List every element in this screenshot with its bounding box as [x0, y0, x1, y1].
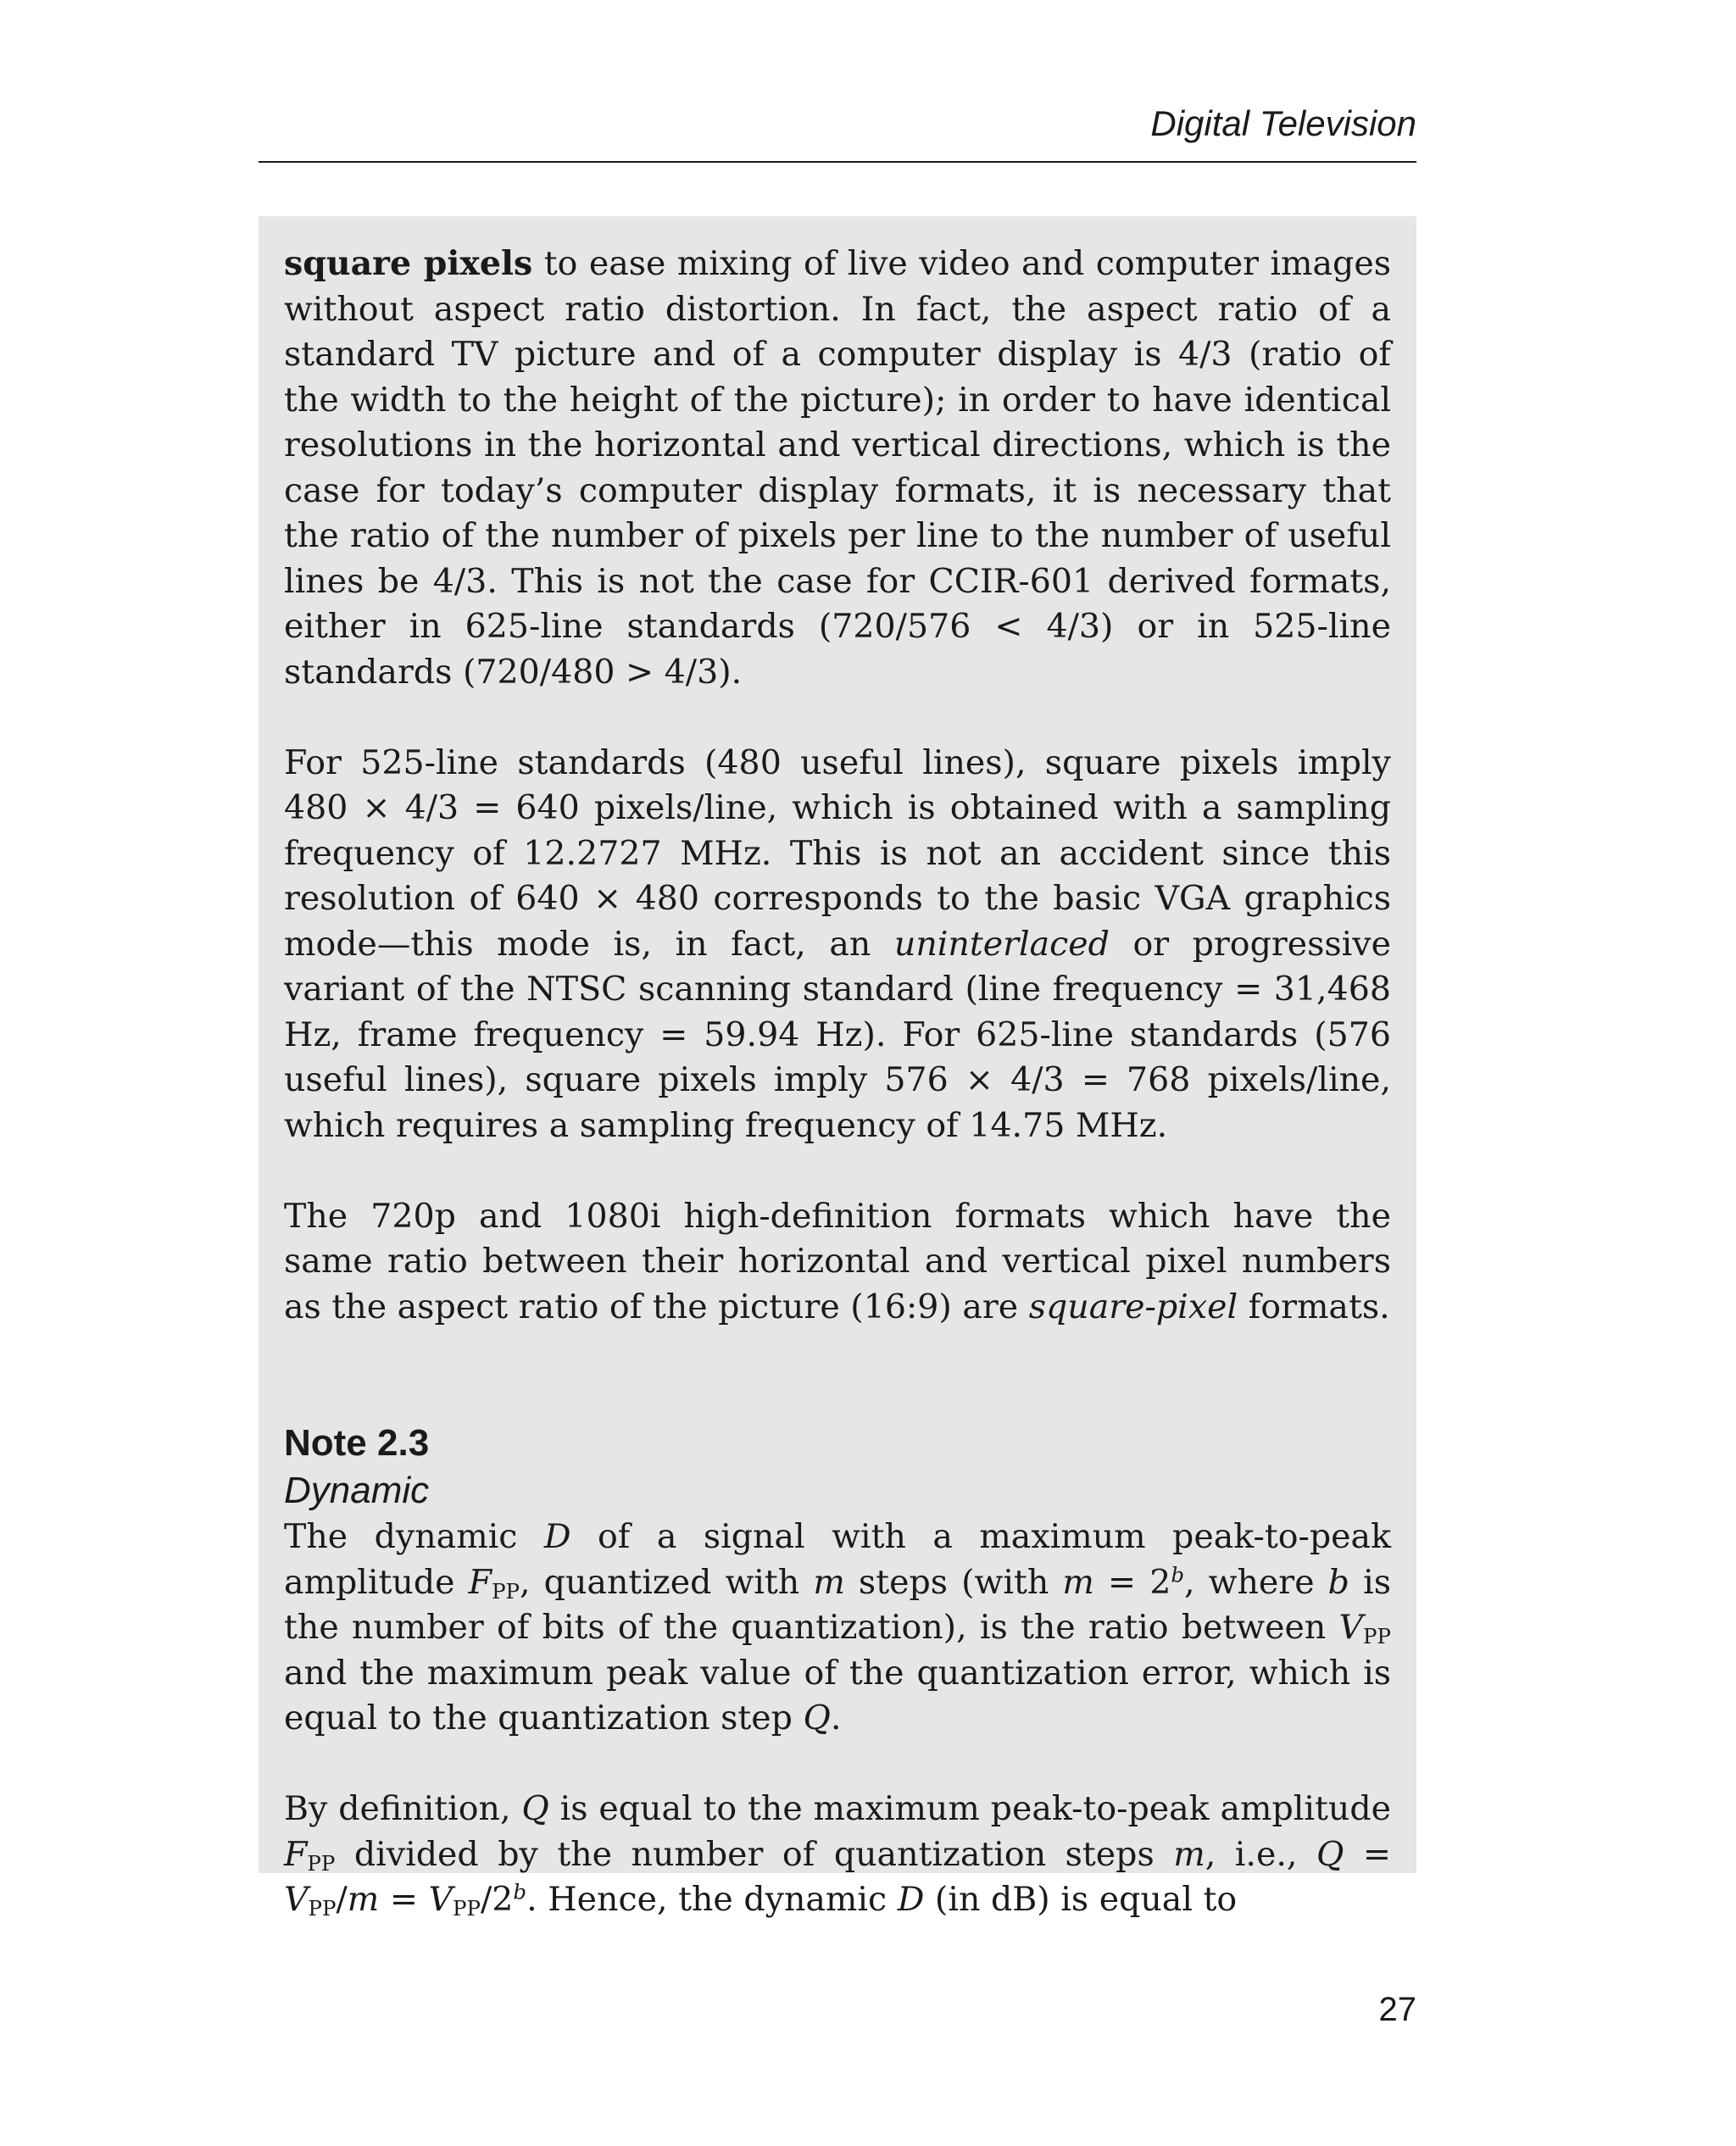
page-number: 27 — [1378, 1991, 1416, 2028]
note-title: Note 2.3 — [284, 1422, 430, 1464]
paragraph-quantization-step: By definition, Q is equal to the maximum peak-to-peak amplitude $F_{PP}$ divided by the number of quantization steps m, i.e., $Q = V_{PP}/m = V_{PP}/2^b$. Hence, the dynamic D (in dB) is equal to — [284, 1789, 1391, 1921]
paragraph-525-line: For 525-line standards (480 useful lines), square pixels imply 480 × 4/3 = 640 pixels/line, which is obtained with a sampling frequency of 12.2727 MHz. This is not an accident since this resolution of 640 × 480 corresponds to the basic VGA graphics mode—this mode is, in fact, an uninterlaced or progressive variant of the NTSC scanning standard (line frequency = 31,468 Hz, frame frequency = 59.94 Hz). For 625-line standards (576 useful lines), square pixels imply 576 × 4/3 = 768 pixels/line, which requires a sampling frequency of 14.75 MHz. — [284, 742, 1391, 1145]
paragraph-hd-formats: The 720p and 1080i high-definition formats which have the same ratio between their horizontal and vertical pixel numbers as the aspect ratio of the picture (16:9) are square-pixel formats. — [284, 1196, 1391, 1326]
emphasis-square-pixel: square-pixel — [1028, 1287, 1238, 1326]
shaded-note-box — [259, 216, 1416, 1921]
emphasis-uninterlaced: uninterlaced — [893, 924, 1110, 964]
note-subtitle: Dynamic — [284, 1470, 430, 1511]
paragraph-square-pixels: square pixels to ease mixing of live video and computer images without aspect ratio distortion. In fact, the aspect ratio of a standard TV picture and of a computer display is 4/3 (ratio of the width to the height of the picture); in order to have identical resolutions in the horizontal and vertical directions, which is the case for today’s computer display formats, it is necessary that the ratio of the number of pixels per line to the number of useful lines be 4/3. This is not the case for CCIR-601 derived formats, either in 625-line standards (720/576 < 4/3) or in 525-line standards (720/480 > 4/3). — [284, 244, 1391, 692]
running-title: Digital Television — [1150, 103, 1416, 143]
header-rule — [259, 161, 1416, 163]
paragraph-dynamic-definition: The dynamic D of a signal with a maximum peak-to-peak amplitude $F_{PP}$, quantized with m steps (with $m = 2^b$, where b is the number of bits of the quantization), is the ratio between $V_{PP}$ and the maximum peak value of the quantization error, which is equal to the quantization step Q. — [284, 1517, 1392, 1737]
term-square-pixels: square pixels — [284, 244, 533, 283]
